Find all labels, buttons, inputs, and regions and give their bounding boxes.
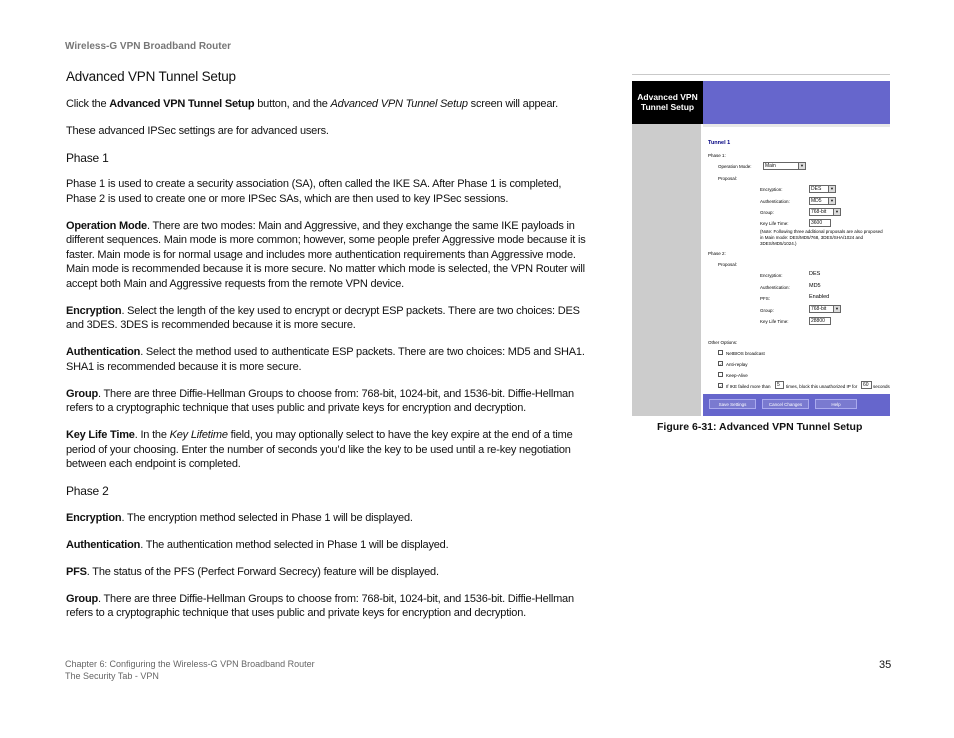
p2-authentication-value: MD5 <box>809 283 821 289</box>
check-icon: ✓ <box>719 362 723 367</box>
authentication-label: Authentication: <box>760 199 790 204</box>
text: . In the <box>134 429 170 441</box>
term: Encryption <box>66 511 122 524</box>
cancel-changes-button[interactable]: Cancel Changes <box>762 399 809 409</box>
phase1-heading: Phase 1 <box>66 150 109 165</box>
p2-keylife-label: Key Life Time: <box>760 319 789 324</box>
intro-paragraph <box>66 97 591 112</box>
figure-caption: Figure 6-31: Advanced VPN Tunnel Setup <box>657 421 863 433</box>
text: . There are three Diffie-Hellman Groups to choose from: 768-bit, 1024-bit, and 1536-bit. Diffie-Hellman refers to a cryptographic technique that uses public and private keys for encryption and decryption. <box>66 592 574 619</box>
authentication-paragraph <box>66 345 591 374</box>
encryption-select[interactable] <box>809 185 836 193</box>
term-italic: Key Lifetime <box>169 429 228 441</box>
encryption-value: DES <box>811 186 822 192</box>
footer <box>65 658 315 682</box>
term: Operation Mode <box>66 219 147 232</box>
group-select[interactable] <box>809 208 841 216</box>
phase2-label: Phase 2: <box>708 251 726 256</box>
sidebar-column <box>632 124 701 416</box>
keepalive-checkbox[interactable] <box>718 372 723 377</box>
group-value: 768-bit <box>811 209 827 215</box>
opmode-value: Main <box>765 163 776 169</box>
authentication-value: MD5 <box>811 198 822 204</box>
chevron-down-icon: ▼ <box>833 209 840 215</box>
vpn-tunnel-screenshot <box>632 74 890 416</box>
check-icon: ✓ <box>719 384 723 389</box>
tunnel-label: Tunnel 1 <box>708 140 731 146</box>
header-band <box>703 81 890 124</box>
other-options-label: Other Options: <box>708 340 738 345</box>
text: . There are three Diffie-Hellman Groups to choose from: 768-bit, 1024-bit, and 1536-bit. Diffie-Hellman refers to a cryptographic technique that uses public and private keys for encryption and decryption. <box>66 387 574 414</box>
opmode-label: Operation Mode: <box>718 164 752 169</box>
phase1-label: Phase 1: <box>708 153 726 158</box>
term: Encryption <box>66 304 122 317</box>
help-button[interactable]: Help <box>815 399 857 409</box>
note-line: (Note: Following three additional proposals are also proposed <box>760 229 883 234</box>
p2-authentication-label: Authentication: <box>760 285 790 290</box>
ike-block-label: If IKE failed more than <box>726 384 771 389</box>
text: field, you may optionally select to have the key expire at the end of a time period of your choosing. Enter the number of seconds you’d like the key to be used until a re-key negotiation between each endpoint is completed. <box>66 429 573 470</box>
keylife-input[interactable]: 3600 <box>809 219 831 227</box>
keylife-paragraph <box>66 428 591 472</box>
p2-encryption-label: Encryption: <box>760 273 783 278</box>
chevron-down-icon: ▼ <box>828 198 835 204</box>
encryption-label: Encryption: <box>760 187 783 192</box>
authentication-select[interactable] <box>809 197 836 205</box>
chevron-down-icon: ▼ <box>798 163 805 169</box>
note-line: in Main mode: DES/MD5/768, 3DES/SHA/1024 and <box>760 235 864 240</box>
main-column <box>66 70 591 633</box>
text: screen will appear. <box>467 97 558 110</box>
running-header: Wireless-G VPN Broadband Router <box>65 41 232 52</box>
opmode-select[interactable] <box>763 162 806 170</box>
text: Click the <box>66 97 110 110</box>
group-label: Group: <box>760 210 774 215</box>
p2-encryption-value: DES <box>809 271 821 277</box>
netbios-checkbox[interactable] <box>718 350 723 355</box>
keylife-label: Key Life Time: <box>760 221 789 226</box>
p2-encryption-paragraph <box>66 511 591 526</box>
p2-group-label: Group: <box>760 308 774 313</box>
ike-block-label: times, block this unauthorized IP for <box>786 384 858 389</box>
text: . The authentication method selected in Phase 1 will be displayed. <box>140 538 449 551</box>
term: Authentication <box>66 538 141 551</box>
text: . Select the method used to authenticate ESP packets. There are two choices: MD5 and SHA1. SHA1 is recommended because it is more secure. <box>66 346 585 373</box>
ike-times-input[interactable]: 5 <box>775 381 784 389</box>
section-title: Advanced VPN Tunnel Setup <box>66 69 236 84</box>
term: Group <box>66 387 98 400</box>
page-number: 35 <box>879 659 892 671</box>
keepalive-label: Keep-Alive <box>726 373 748 378</box>
term: PFS <box>66 565 87 578</box>
p2-authentication-paragraph <box>66 538 591 553</box>
term-italic: Advanced VPN Tunnel Setup <box>330 97 468 110</box>
header-strip <box>703 124 890 127</box>
encryption-paragraph <box>66 304 591 333</box>
ike-block-label: seconds <box>873 384 890 389</box>
antireplay-checkbox[interactable] <box>718 361 723 366</box>
chevron-down-icon: ▼ <box>833 306 840 312</box>
phase1-description: Phase 1 is used to create a security association (SA), often called the IKE SA. After Phase 1 is completed, Phase 2 is used to create one or more IPSec SAs, which are then used to key IPSec sessions. <box>66 178 562 205</box>
p2-pfs-paragraph <box>66 565 591 580</box>
save-settings-button[interactable]: Save Settings <box>709 399 756 409</box>
p2-group-select[interactable] <box>809 305 841 313</box>
text: . The encryption method selected in Phase 1 will be displayed. <box>121 511 413 524</box>
proposal-label: Proposal: <box>718 176 738 181</box>
proposal2-label: Proposal: <box>718 262 738 267</box>
p2-keylife-input[interactable]: 28800 <box>809 317 831 325</box>
advanced-note: These advanced IPSec settings are for advanced users. <box>66 124 329 137</box>
group-paragraph <box>66 387 591 416</box>
term: Key Life Time <box>66 429 135 441</box>
footer-section: The Security Tab - VPN <box>65 671 159 681</box>
pfs-label: PFS: <box>760 296 771 301</box>
opmode-paragraph <box>66 219 591 292</box>
text: . Select the length of the key used to encrypt or decrypt ESP packets. There are two choices: DES and 3DES. 3DES is recommended because it is more secure. <box>66 304 580 331</box>
note-line: 3DES/MD5/1024.) <box>760 241 797 246</box>
ike-seconds-input[interactable]: 60 <box>861 381 872 389</box>
p2-group-value: 768-bit <box>811 306 827 312</box>
term: Authentication <box>66 346 141 358</box>
footer-chapter: Chapter 6: Configuring the Wireless-G VPN Broadband Router <box>65 659 315 669</box>
ike-block-checkbox[interactable] <box>718 383 723 388</box>
netbios-label: NetBIOS broadcast <box>726 351 765 356</box>
pfs-value: Enabled <box>809 294 830 300</box>
p2-group-paragraph <box>66 592 591 621</box>
antireplay-label: Anti-replay <box>726 362 748 367</box>
term: Advanced VPN Tunnel Setup <box>109 97 255 110</box>
text: . The status of the PFS (Perfect Forward Secrecy) feature will be displayed. <box>86 565 439 578</box>
term: Group <box>66 592 98 605</box>
sidebar-title: Advanced VPN Tunnel Setup <box>632 81 703 124</box>
text: button, and the <box>254 97 331 110</box>
chevron-down-icon: ▼ <box>828 186 835 192</box>
phase2-heading: Phase 2 <box>66 484 109 498</box>
text: . There are two modes: Main and Aggressive, and they exchange the same IKE payloads in different sequences. Main mode is more common; however, some people prefer Aggressive mode because it is faster. Main mode is for normal usage and includes more authentication requirements than Aggressive mode. Main mode is recommended because it is more secure. No matter which mode is selected, the VPN Router will accept both Main and Aggressive requests from the remote VPN device. <box>66 219 586 290</box>
